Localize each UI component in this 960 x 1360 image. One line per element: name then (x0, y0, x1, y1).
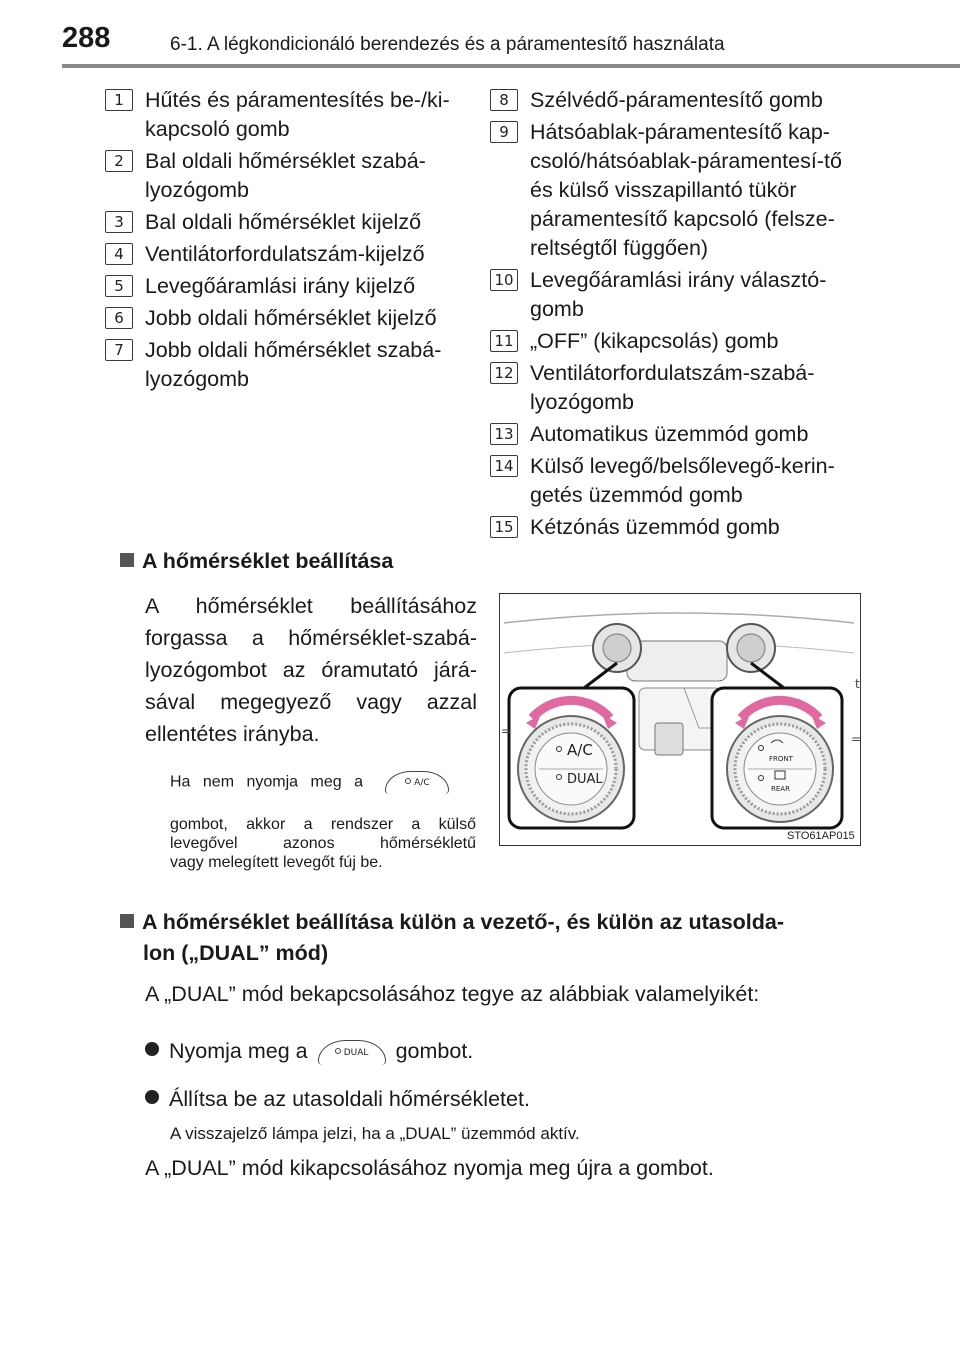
legend-item (105, 304, 465, 333)
note-line: gombot, akkor a rendszer a külső (170, 816, 476, 833)
legend-number: 5 (105, 275, 133, 297)
legend-text: Ventilátorfordulatszám-szabá-lyozógomb (530, 361, 815, 414)
legend-item (105, 147, 465, 205)
legend-number: 14 (490, 455, 518, 477)
note-text: Ha nem nyomja meg a (170, 773, 363, 791)
legend-number: 2 (105, 150, 133, 172)
round-bullet-icon (145, 1090, 159, 1104)
section-heading-continued: lon („DUAL” mód) (143, 941, 329, 965)
note-line (170, 771, 476, 794)
bullet-text: gombot. (395, 1039, 474, 1063)
legend-item (490, 118, 850, 263)
section-heading-text: A hőmérséklet beállítása külön a vezető-, és külön az utasolda- (142, 910, 785, 934)
knob-label-ac: A/C (567, 741, 593, 759)
legend-item (490, 86, 850, 115)
dashboard-illustration (499, 593, 861, 846)
legend-item (490, 266, 850, 324)
note-body (170, 815, 476, 872)
bullet-item (145, 1035, 845, 1067)
legend-number: 11 (490, 330, 518, 352)
legend-item (105, 272, 465, 301)
svg-text:t: t (855, 677, 860, 691)
legend-item (105, 240, 465, 269)
page-header-title: 6-1. A légkondicionáló berendezés és a páramentesítő használata (170, 34, 725, 55)
legend-number: 1 (105, 89, 133, 111)
climate-control-figure (499, 593, 861, 846)
svg-text:=: = (501, 724, 512, 738)
legend-text: Kétzónás üzemmód gomb (530, 515, 780, 539)
dual-button-icon (318, 1040, 386, 1065)
legend-number: 4 (105, 243, 133, 265)
legend-number: 7 (105, 339, 133, 361)
page-number: 288 (62, 22, 111, 54)
bullet-text: Nyomja meg a (169, 1039, 308, 1063)
dual-intro: A „DUAL” mód bekapcsolásához tegye az alábbiak valamelyikét: (145, 982, 760, 1006)
legend-text: Bal oldali hőmérséklet szabá-lyozógomb (145, 149, 426, 202)
legend-item (490, 327, 850, 356)
knob-label-rear: REAR (771, 785, 790, 793)
legend-number: 10 (490, 269, 518, 291)
legend-text: Ventilátorfordulatszám-kijelző (145, 242, 425, 266)
legend-number: 9 (490, 121, 518, 143)
legend-item (490, 359, 850, 417)
body-line: ellentétes irányba. (145, 722, 320, 746)
header-divider (62, 64, 960, 68)
legend-text: Levegőáramlási irány választó-gomb (530, 268, 827, 321)
legend-text: Jobb oldali hőmérséklet szabá-lyozógomb (145, 338, 442, 391)
legend-text: Hűtés és páramentesítés be-/ki-kapcsoló gomb (145, 88, 450, 141)
section-heading (120, 549, 393, 574)
legend-left-column (105, 86, 465, 397)
svg-text:=: = (851, 732, 861, 746)
square-bullet-icon (120, 553, 134, 567)
legend-text: Levegőáramlási irány kijelző (145, 274, 416, 298)
legend-item (105, 208, 465, 237)
legend-item (490, 452, 850, 510)
note-line: vagy melegített levegőt fúj be. (170, 854, 383, 871)
legend-item (490, 513, 850, 542)
ac-button-label: A/C (414, 778, 430, 788)
legend-text: Külső levegő/belsőlevegő-kerin-getés üzemmód gomb (530, 454, 835, 507)
body-line: lyozógombot az óramutató járá- (145, 658, 477, 682)
section-heading (120, 910, 784, 935)
note-line: levegővel azonos hőmérsékletű (170, 835, 476, 852)
legend-number: 6 (105, 307, 133, 329)
legend-text: „OFF” (kikapcsolás) gomb (530, 329, 779, 353)
body-line: sával megegyező vagy azzal (145, 690, 477, 714)
square-bullet-icon (120, 914, 134, 928)
section-heading-text: A hőmérséklet beállítása (142, 549, 394, 573)
legend-item (105, 86, 465, 144)
legend-text: Automatikus üzemmód gomb (530, 422, 809, 446)
figure-code: STO61AP015 (787, 830, 855, 842)
legend-number: 15 (490, 516, 518, 538)
legend-number: 12 (490, 362, 518, 384)
knob-label-dual: DUAL (567, 772, 603, 787)
dual-outro: A „DUAL” mód kikapcsolásához nyomja meg újra a gombot. (145, 1156, 714, 1180)
legend-number: 13 (490, 423, 518, 445)
knob-label-front: FRONT (769, 755, 793, 763)
legend-text: Hátsóablak-páramentesítő kap-csoló/hátsóablak-páramentesí-tő és külső visszapillantó tükör páramentesítő kapcsoló (felsze-reltségtől függően) (530, 120, 842, 260)
ac-button-icon (385, 771, 449, 794)
body-line: forgassa a hőmérséklet-szabá- (145, 626, 477, 650)
legend-number: 8 (490, 89, 518, 111)
bullet-text: Állítsa be az utasoldali hőmérsékletet. (169, 1087, 530, 1111)
dual-button-label: DUAL (343, 1047, 369, 1058)
legend-text: Jobb oldali hőmérséklet kijelző (145, 306, 437, 330)
legend-text: Bal oldali hőmérséklet kijelző (145, 210, 422, 234)
legend-right-column (490, 86, 850, 545)
dual-note: A visszajelző lámpa jelzi, ha a „DUAL” üzemmód aktív. (170, 1124, 580, 1143)
legend-number: 3 (105, 211, 133, 233)
body-line: A hőmérséklet beállításához (145, 594, 477, 618)
section-body (145, 590, 477, 750)
bullet-item (145, 1083, 845, 1115)
round-bullet-icon (145, 1042, 159, 1056)
legend-item (490, 420, 850, 449)
legend-text: Szélvédő-páramentesítő gomb (530, 88, 823, 112)
legend-item (105, 336, 465, 394)
